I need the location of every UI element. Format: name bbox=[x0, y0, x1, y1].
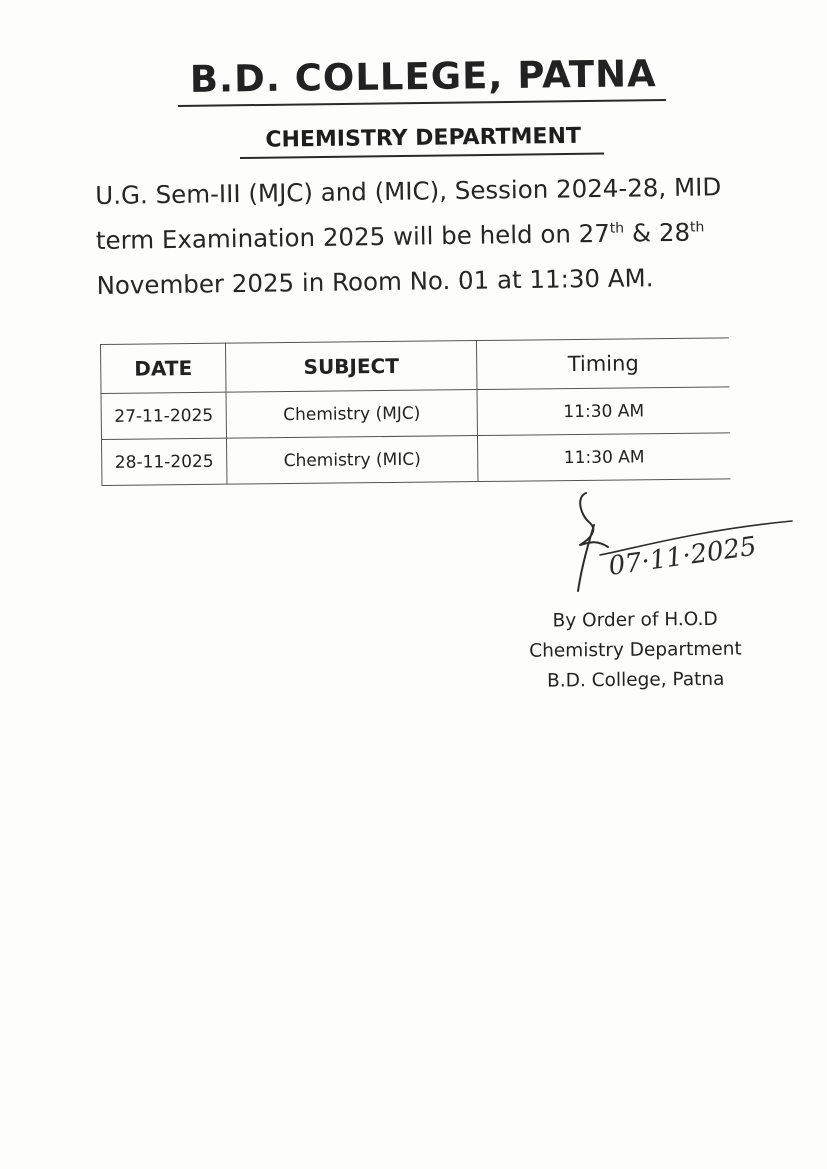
department-title-underline bbox=[240, 153, 604, 159]
signature-date: 07·11·2025 bbox=[606, 531, 759, 582]
row-2-subject: Chemistry (MIC) bbox=[226, 436, 477, 485]
table-row bbox=[102, 433, 731, 486]
order-line: By Order of H.O.D bbox=[552, 608, 718, 632]
notice-text bbox=[95, 164, 777, 308]
notice-line-2-part-1: term Examination 2025 will be held on 27 bbox=[95, 218, 611, 255]
department-title: CHEMISTRY DEPARTMENT bbox=[265, 123, 582, 153]
row-2-timing: 11:30 AM bbox=[477, 433, 730, 482]
handwritten-signature bbox=[560, 485, 800, 595]
row-1-timing: 11:30 AM bbox=[477, 387, 730, 436]
row-2-date: 28-11-2025 bbox=[102, 438, 227, 485]
notice-line-3: November 2025 in Room No. 01 at 11:30 AM. bbox=[96, 263, 654, 300]
exam-schedule-table-wrapper bbox=[100, 337, 730, 486]
ordinal-suffix-2: th bbox=[689, 219, 705, 236]
table-row bbox=[101, 387, 730, 440]
header-date: DATE bbox=[101, 343, 227, 393]
department-line: Chemistry Department bbox=[529, 638, 742, 662]
table-header-row bbox=[101, 338, 730, 394]
signature-stroke bbox=[578, 493, 608, 591]
exam-schedule-table bbox=[100, 337, 730, 486]
ordinal-suffix-1: th bbox=[609, 220, 625, 237]
row-1-date: 27-11-2025 bbox=[101, 392, 226, 439]
college-title: B.D. COLLEGE, PATNA bbox=[189, 52, 657, 101]
header-subject: SUBJECT bbox=[225, 341, 476, 393]
authority-block bbox=[510, 604, 761, 697]
college-line: B.D. College, Patna bbox=[546, 668, 725, 692]
header-timing: Timing bbox=[476, 338, 729, 390]
notice-line-2-part-2: & 28 bbox=[624, 217, 691, 248]
college-title-underline bbox=[178, 99, 666, 107]
notice-line-1: U.G. Sem-III (MJC) and (MIC), Session 2024-28, MID bbox=[95, 172, 722, 210]
row-1-subject: Chemistry (MJC) bbox=[226, 390, 477, 439]
notice-line-2 bbox=[96, 209, 777, 263]
